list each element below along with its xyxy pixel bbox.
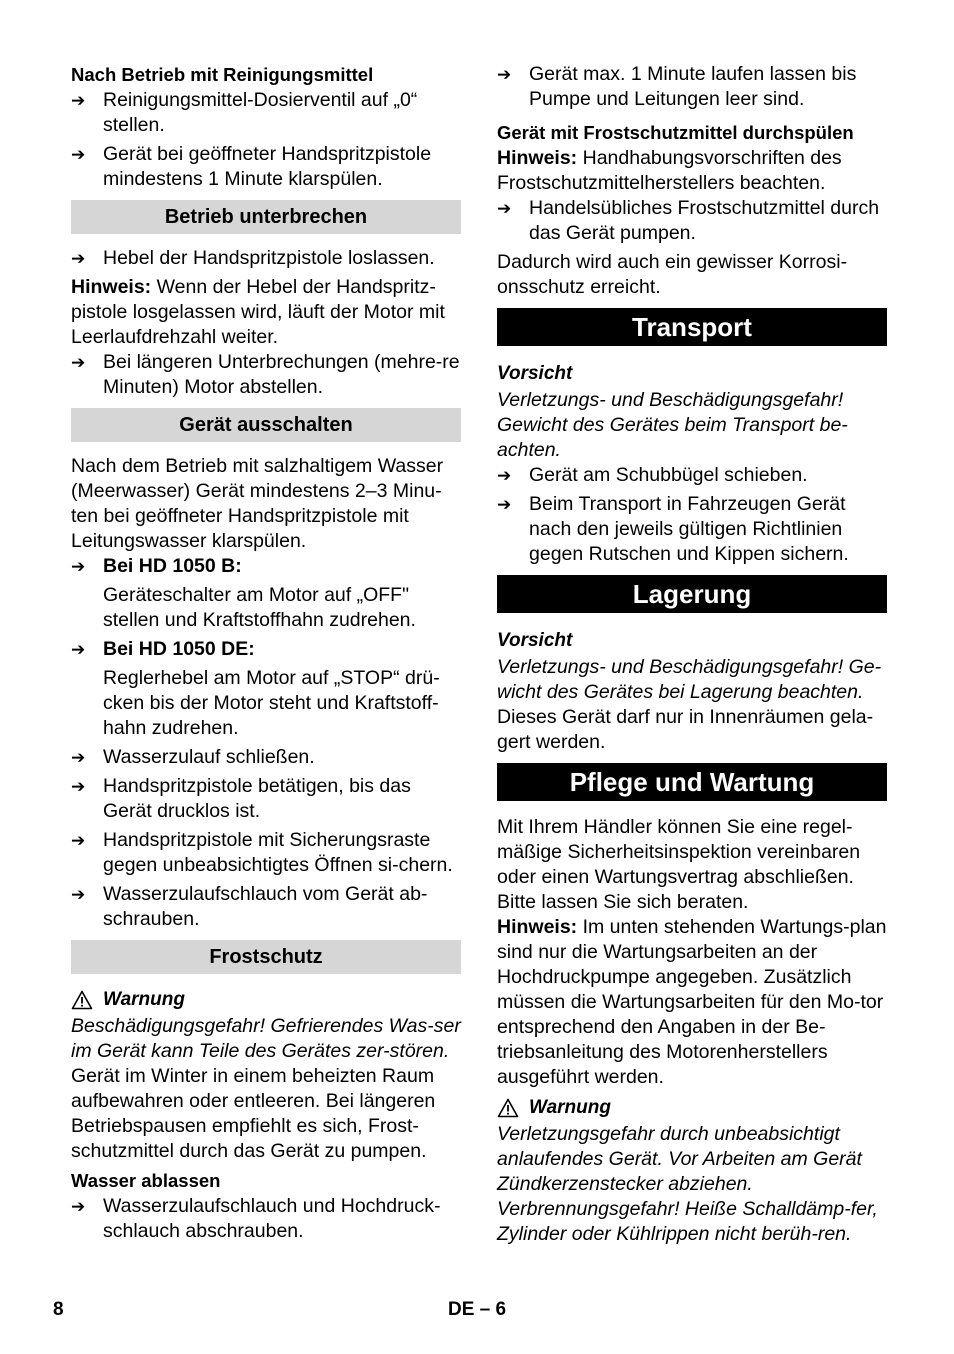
list-item: ➔ Gerät max. 1 Minute laufen lassen bis Pumpe und Leitungen leer sind. <box>497 63 857 110</box>
list-item: ➔ Gerät am Schubbügel schieben. <box>497 464 808 486</box>
arrow-right-icon: ➔ <box>71 353 86 372</box>
list-item: ➔ Handspritzpistole betätigen, bis das Gerät drucklos ist. <box>71 775 411 822</box>
heading-transport: Transport <box>497 308 887 346</box>
list-item: ➔ Hebel der Handspritzpistole loslassen. <box>71 247 435 269</box>
list-item: ➔ Beim Transport in Fahrzeugen Gerät nach den jeweils gültigen Richtlinien gegen Rutschen und Kippen sichern. <box>497 493 849 565</box>
left-column <box>71 62 461 1244</box>
paragraph: Gerät im Winter in einem beheizten Raum aufbewahren oder entleeren. Bei längeren Betriebspausen empfiehlt es sich, Frost-schutzmittel durch das Gerät zu pumpen. <box>71 1065 436 1162</box>
arrow-right-icon: ➔ <box>71 1197 86 1216</box>
warning-label: Warnung <box>497 1094 887 1122</box>
arrow-right-icon: ➔ <box>71 640 86 659</box>
arrow-right-icon: ➔ <box>497 495 512 514</box>
heading-geraet-ausschalten: Gerät ausschalten <box>71 408 461 442</box>
list-item: ➔ Bei HD 1050 DE: <box>71 638 255 660</box>
caution-text: Verletzungs- und Beschädigungsgefahr! Ge-wicht des Gerätes bei Lagerung beachten. <box>497 656 882 703</box>
paragraph: Reglerhebel am Motor auf „STOP“ drü-cken bis der Motor steht und Kraftstoff-hahn zudrehen. <box>103 667 440 739</box>
list-item: ➔ Handspritzpistole mit Sicherungsraste gegen unbeabsichtigtes Öffnen si-chern. <box>71 829 453 876</box>
heading-lagerung: Lagerung <box>497 575 887 613</box>
heading-frostschutz: Frostschutz <box>71 940 461 974</box>
arrow-right-icon: ➔ <box>71 249 86 268</box>
list-item: ➔ Handelsübliches Frostschutzmittel durch das Gerät pumpen. <box>497 197 880 244</box>
arrow-right-icon: ➔ <box>497 65 512 84</box>
list-item: ➔ Wasserzulauf schließen. <box>71 746 315 768</box>
note-paragraph: Hinweis: Wenn der Hebel der Handspritz-pistole losgelassen wird, läuft der Motor mit Leerlaufdrehzahl weiter. <box>71 276 445 348</box>
warning-triangle-icon <box>71 990 93 1010</box>
arrow-right-icon: ➔ <box>71 145 86 164</box>
arrow-right-icon: ➔ <box>71 91 86 110</box>
heading-wasser-ablassen: Wasser ablassen <box>71 1170 221 1191</box>
warning-label: Warnung <box>71 986 461 1014</box>
note-paragraph: Hinweis: Handhabungsvorschriften des Frostschutzmittelherstellers beachten. <box>497 147 842 194</box>
paragraph: Dadurch wird auch ein gewisser Korrosi-onsschutz erreicht. <box>497 251 848 298</box>
arrow-right-icon: ➔ <box>497 466 512 485</box>
warning-text: Verbrennungsgefahr! Heiße Schalldämp-fer, Zylinder oder Kühlrippen nicht berüh-ren. <box>497 1198 878 1245</box>
list-item: ➔ Wasserzulaufschlauch vom Gerät ab-schrauben. <box>71 883 428 930</box>
heading-pflege-und-wartung: Pflege und Wartung <box>497 763 887 801</box>
warning-triangle-icon <box>497 1098 519 1118</box>
page-number: 8 <box>53 1299 64 1320</box>
arrow-right-icon: ➔ <box>71 748 86 767</box>
paragraph: Geräteschalter am Motor auf „OFF" stellen und Kraftstoffhahn zudrehen. <box>103 584 416 631</box>
paragraph: Nach dem Betrieb mit salzhaltigem Wasser (Meerwasser) Gerät mindestens 2–3 Minu-ten bei geöffneter Handspritzpistole mit Leitungswasser klarspülen. <box>71 455 444 552</box>
heading-frostschutzmittel: Gerät mit Frostschutzmittel durchspülen <box>497 122 854 143</box>
paragraph: Mit Ihrem Händler können Sie eine regel-mäßige Sicherheitsinspektion vereinbaren oder einen Wartungsvertrag abschließen. Bitte lassen Sie sich beraten. <box>497 816 861 913</box>
arrow-right-icon: ➔ <box>71 557 86 576</box>
arrow-right-icon: ➔ <box>497 199 512 218</box>
arrow-right-icon: ➔ <box>71 777 86 796</box>
warning-text: Verletzungsgefahr durch unbeabsichtigt anlaufendes Gerät. Vor Arbeiten am Gerät Zündkerzenstecker abziehen. <box>497 1123 862 1195</box>
caution-text: Verletzungs- und Beschädigungsgefahr! Gewicht des Gerätes beim Transport be-achten. <box>497 389 848 461</box>
arrow-right-icon: ➔ <box>71 885 86 904</box>
right-column <box>497 62 887 1247</box>
list-item: ➔ Bei längeren Unterbrechungen (mehre-re Minuten) Motor abstellen. <box>71 351 460 398</box>
paragraph: Dieses Gerät darf nur in Innenräumen gela-gert werden. <box>497 706 874 753</box>
heading-nach-betrieb: Nach Betrieb mit Reinigungsmittel <box>71 64 374 85</box>
arrow-right-icon: ➔ <box>71 831 86 850</box>
note-paragraph: Hinweis: Im unten stehenden Wartungs-plan sind nur die Wartungsarbeiten an der Hochdruckpumpe angegeben. Zusätzlich müssen die Wartungsarbeiten für den Mo-tor entsprechend den Angaben in der Be-triebsanleitung des Motorenherstellers ausgeführt werden. <box>497 916 887 1088</box>
heading-betrieb-unterbrechen: Betrieb unterbrechen <box>71 200 461 234</box>
warning-text: Beschädigungsgefahr! Gefrierendes Was-ser im Gerät kann Teile des Gerätes zer-stören. <box>71 1015 461 1062</box>
list-item: ➔ Bei HD 1050 B: <box>71 555 242 577</box>
list-item: ➔ Gerät bei geöffneter Handspritzpistole mindestens 1 Minute klarspülen. <box>71 143 432 190</box>
caution-label: Vorsicht <box>497 630 573 651</box>
list-item: ➔ Reinigungsmittel-Dosierventil auf „0“ stellen. <box>71 89 418 136</box>
list-item: ➔ Wasserzulaufschlauch und Hochdruck-schlauch abschrauben. <box>71 1195 441 1242</box>
section-label: DE – 6 <box>448 1299 507 1320</box>
caution-label: Vorsicht <box>497 363 573 384</box>
